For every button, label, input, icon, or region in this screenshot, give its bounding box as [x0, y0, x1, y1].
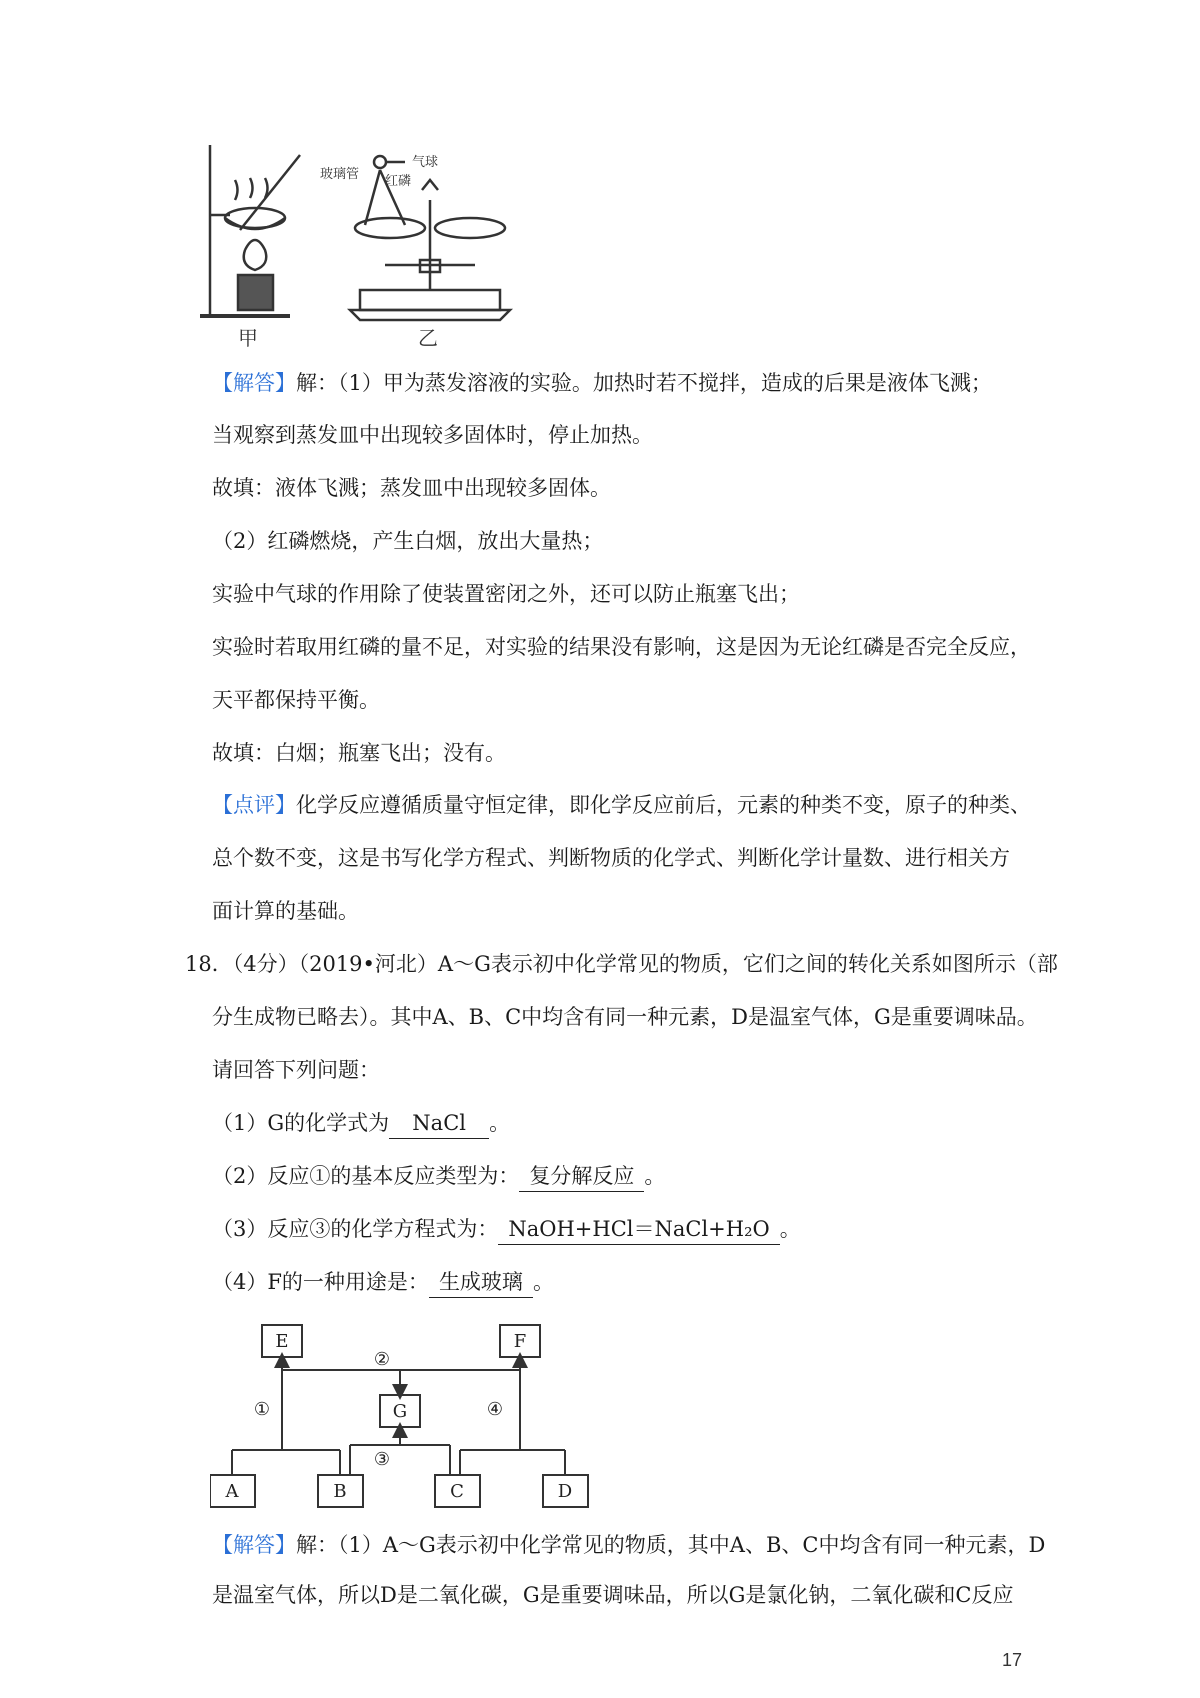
- answer1-line-3: 故填：液体飞溅；蒸发皿中出现较多固体。: [212, 476, 611, 500]
- answer2-line-1: 【解答】解：（1）A～G表示初中化学常见的物质，其中A、B、C中均含有同一种元素，D: [212, 1533, 1046, 1557]
- comment-line-1: 【点评】化学反应遵循质量守恒定律，即化学反应前后，元素的种类不变，原子的种类、: [212, 793, 1031, 817]
- label-red-phosphorus: 红磷: [385, 174, 412, 189]
- node-d: D: [557, 1481, 573, 1502]
- answer-tag: 【解答】: [212, 371, 296, 395]
- answer1-line-2: 当观察到蒸发皿中出现较多固体时，停止加热。: [212, 423, 653, 447]
- node-c: C: [450, 1481, 464, 1502]
- reaction-1-label: ①: [253, 1399, 271, 1420]
- answer1-line-5: 实验中气球的作用除了使装置密闭之外，还可以防止瓶塞飞出；: [212, 582, 800, 606]
- node-a: A: [225, 1481, 239, 1502]
- comment-tag: 【点评】: [212, 793, 296, 817]
- figure-label-jia: 甲: [238, 326, 258, 350]
- label-balloon: 气球: [412, 155, 439, 170]
- answer1-line-6: 实验时若取用红磷的量不足，对实验的结果没有影响，这是因为无论红磷是否完全反应，: [212, 635, 1031, 659]
- answer2-line-2: 是温室气体，所以D是二氧化碳，G是重要调味品，所以G是氯化钠，二氧化碳和C反应: [212, 1583, 1014, 1607]
- question-18-line-2: 分生成物已略去）。其中A、B、C中均含有同一种元素，D是温室气体，G是重要调味品。: [212, 1005, 1038, 1029]
- sub-question-4: （4）F的一种用途是： 生成玻璃 。: [212, 1267, 554, 1298]
- figure-label-yi: 乙: [418, 326, 438, 350]
- sub-question-1: （1）G的化学式为 NaCl 。: [212, 1108, 510, 1139]
- node-g: G: [392, 1401, 408, 1422]
- reaction-4-label: ④: [486, 1399, 504, 1420]
- node-e: E: [275, 1331, 289, 1352]
- answer1-line-4: （2）红磷燃烧，产生白烟，放出大量热；: [212, 529, 604, 553]
- question-number: 18．: [185, 952, 233, 976]
- comment-line-3: 面计算的基础。: [212, 899, 359, 923]
- sub-question-3: （3）反应③的化学方程式为： NaOH+HCl＝NaCl+H₂O 。: [212, 1214, 801, 1245]
- comment-line-2: 总个数不变，这是书写化学方程式、判断物质的化学式、判断化学计量数、进行相关方: [212, 846, 1010, 870]
- answer-blank-2: 复分解反应: [519, 1161, 644, 1192]
- sub-question-2: （2）反应①的基本反应类型为： 复分解反应 。: [212, 1161, 665, 1192]
- answer-blank-3: NaOH+HCl＝NaCl+H₂O: [498, 1214, 779, 1245]
- node-b: B: [333, 1481, 347, 1502]
- answer1-line-7: 天平都保持平衡。: [212, 688, 380, 712]
- reaction-3-label: ③: [373, 1449, 391, 1470]
- answer1-line-8: 故填：白烟；瓶塞飞出；没有。: [212, 741, 506, 765]
- question-18-line-1: 18．（4分）（2019•河北）A～G表示初中化学常见的物质，它们之间的转化关系如图所示（部: [185, 952, 1058, 976]
- node-f: F: [513, 1331, 527, 1352]
- apparatus-figure: [200, 140, 520, 355]
- answer1-line-1: 【解答】解：（1）甲为蒸发溶液的实验。加热时若不搅拌，造成的后果是液体飞溅；: [212, 371, 992, 395]
- conversion-diagram: [210, 1320, 605, 1510]
- reaction-2-label: ②: [373, 1349, 391, 1370]
- answer-blank-4: 生成玻璃: [429, 1267, 533, 1298]
- question-18-line-3: 请回答下列问题：: [212, 1058, 380, 1082]
- answer-blank-1: NaCl: [389, 1108, 489, 1139]
- label-glass-tube: 玻璃管: [320, 167, 360, 182]
- answer-tag-2: 【解答】: [212, 1533, 296, 1557]
- page-number: 17: [1001, 1650, 1022, 1670]
